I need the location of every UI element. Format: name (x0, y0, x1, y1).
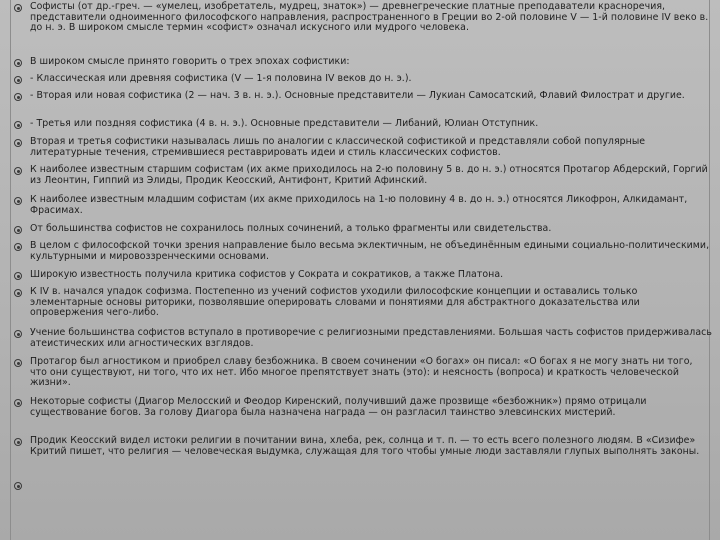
bullet-icon (12, 242, 26, 254)
list-item (12, 270, 712, 283)
bullet-icon (12, 120, 26, 132)
list-item (12, 241, 712, 262)
list-item (12, 2, 712, 34)
paragraph-text: Протагор был агностиком и приобрел славу безбожника. В своем сочинении «О богах» он писал: «О богах я не могу знать ни того, что они существуют, ни того, что их нет. Ибо многое препятствует знать (это): и неясность (вопроса) и краткость человеческой жизни». (30, 356, 693, 388)
list-item (12, 436, 712, 457)
list-item (12, 119, 712, 132)
paragraph-text: В широком смысле принято говорить о трех эпохах софистики: (30, 56, 350, 67)
bullet-icon (12, 481, 26, 493)
bullet-icon (12, 92, 26, 104)
paragraph-text: Широкую известность получила критика софистов у Сократа и сократиков, а также Платона. (30, 269, 504, 280)
paragraph-text: - Третья или поздняя софистика (4 в. н. э.). Основные представители — Либаний, Юлиан Отступник. (30, 118, 539, 129)
bullet-icon (12, 196, 26, 208)
bullet-icon (12, 398, 26, 410)
list-item (12, 74, 712, 87)
bullet-icon (12, 75, 26, 87)
paragraph-text: Некоторые софисты (Диагор Мелосский и Феодор Киренский, получивший даже прозвище «безбожник») прямо отрицали существование богов. За голову Диагора была назначена награда — он разгласил таинство элевсинских мистерий. (30, 396, 647, 418)
list-item (12, 137, 712, 158)
paragraph-text: К IV в. начался упадок софизма. Постепенно из учений софистов уходили философские концепции и оставались только элементарные основы риторики, позволявшие оперировать словами и понятиями для абстрактного доказательства или опровержения чего-либо. (30, 286, 640, 318)
bullet-icon (12, 138, 26, 150)
bullet-icon (12, 437, 26, 449)
paragraph-text: В целом с философской точки зрения направление было весьма эклектичным, не объединённым едиными социально-политическими, культурными и мировоззренческими основами. (30, 240, 710, 262)
list-item (12, 480, 712, 493)
paragraph-text: Вторая и третья софистики называлась лишь по аналогии с классической софистикой и представляли собой популярные литературные течения, стремившиеся реставрировать идеи и стиль классических софистов. (30, 136, 646, 158)
bullet-icon (12, 225, 26, 237)
paragraph-text: К наиболее известным старшим софистам (их акме приходилось на 2-ю половину 5 в. до н. э.) относятся Протагор Абдерский, Горгий из Леонтин, Гиппий из Элиды, Продик Кеосский, Антифонт, Критий Афинский. (30, 164, 708, 186)
paragraph-text: Учение большинства софистов вступало в противоречие с религиозными представлениями. Большая часть софистов придерживалась атеистических или агностических взглядов. (30, 327, 712, 349)
list-item (12, 91, 712, 104)
bullet-icon (12, 3, 26, 15)
bullet-icon (12, 271, 26, 283)
paragraph-text: Софисты (от др.-греч. — «умелец, изобретатель, мудрец, знаток») — древнегреческие платные преподаватели красноречия, представители одноименного философского направления, распространенного в Греции во 2-ой половине V — 1-й половине IV веко в. до н. э. В широком смысле термин «софист» означал искусного или мудрого человека. (30, 1, 709, 33)
list-item (12, 224, 712, 237)
paragraph-text: К наиболее известным младшим софистам (их акме приходилось на 1-ю половину 4 в. до н. э.) относятся Ликофрон, Алкидамант, Фрасимах. (30, 194, 688, 216)
paragraph-text: Продик Кеосский видел истоки религии в почитании вина, хлеба, рек, солнца и т. п. — то есть всего полезного людям. В «Сизифе» Критий пишет, что религия — человеческая выдумка, служащая для того чтобы умные люди заставляли глупых выполнять законы. (30, 435, 700, 457)
list-item (12, 57, 712, 70)
list-item (12, 195, 712, 216)
paragraph-text: - Классическая или древняя софистика (V — 1-я половина IV веков до н. э.). (30, 73, 412, 84)
list-item (12, 397, 712, 418)
paragraph-text: От большинства софистов не сохранилось полных сочинений, а только фрагменты или свидетельства. (30, 223, 552, 234)
bullet-icon (12, 166, 26, 178)
list-item (12, 165, 712, 186)
left-border-line (10, 0, 11, 540)
bullet-icon (12, 288, 26, 300)
list-item (12, 328, 712, 349)
bullet-icon (12, 358, 26, 370)
list-item (12, 287, 712, 319)
paragraph-text: - Вторая или новая софистика (2 — нач. 3 в. н. э.). Основные представители — Лукиан Самосатский, Флавий Филострат и другие. (30, 90, 685, 101)
bullet-icon (12, 58, 26, 70)
list-item (12, 357, 712, 389)
bullet-icon (12, 329, 26, 341)
